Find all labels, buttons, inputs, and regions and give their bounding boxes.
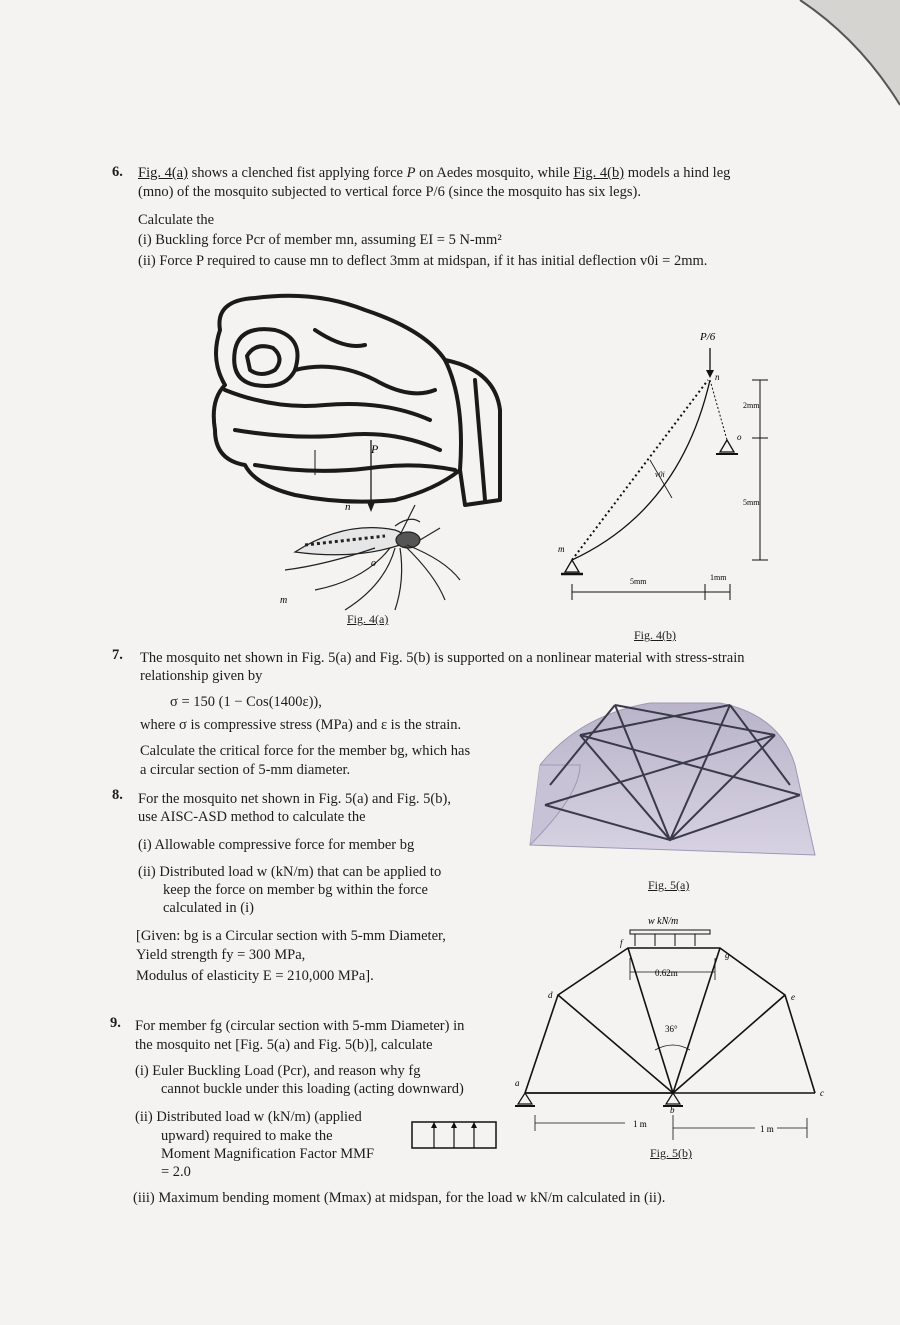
sub-item-i: (i) Buckling force Pcr of member mn, assuming EI = 5 N-mm²	[138, 232, 502, 248]
fig-5b-truss-diagram	[515, 910, 830, 1150]
question-text-line: where σ is compressive stress (MPa) and ε is the strain.	[140, 717, 462, 733]
fig-reference-link: Fig. 4(a)	[138, 165, 188, 181]
text-span: models a hind leg	[624, 165, 731, 181]
fig4a-label-p: P	[371, 442, 379, 456]
upward-load-sketch	[410, 1118, 500, 1152]
sub-item-ii-cont: keep the force on member bg within the force	[163, 882, 428, 898]
sub-item-iii: (iii) Maximum bending moment (Mmax) at midspan, for the load w kN/m calculated in (ii).	[133, 1190, 666, 1206]
sub-item-ii: (ii) Distributed load w (kN/m) that can be applied to	[138, 864, 442, 880]
question-text-line: a circular section of 5-mm diameter.	[140, 762, 351, 778]
fig4a-label-o: o	[371, 558, 376, 569]
node-a-label: a	[515, 1078, 520, 1088]
fig4b-load-label: P/6	[700, 331, 716, 343]
sub-item-i: (i) Euler Buckling Load (Pcr), and reason why fg	[135, 1063, 421, 1079]
node-b-label: b	[670, 1105, 675, 1115]
node-d-label: d	[548, 990, 553, 1000]
question-number: 8.	[112, 787, 123, 803]
dim-1m-left-label: 1 m	[633, 1119, 647, 1129]
question-text-line: Calculate the critical force for the member bg, which has	[140, 743, 471, 759]
stress-strain-equation: σ = 150 (1 − Cos(1400ε)),	[170, 694, 322, 710]
sub-item-ii-cont: Moment Magnification Factor MMF	[161, 1146, 375, 1162]
fig-4b-caption: Fig. 4(b)	[634, 628, 676, 642]
calculate-label: Calculate the	[138, 212, 215, 228]
text-span: shows a clenched fist applying force	[187, 165, 407, 181]
node-m-label: m	[558, 544, 565, 554]
dim-2mm-vertical: 2mm	[743, 401, 760, 410]
initial-deflection-label: v0i	[655, 470, 665, 479]
question-text-line: use AISC-ASD method to calculate the	[138, 809, 366, 825]
fig4a-label-n: n	[345, 501, 351, 513]
sub-item-ii: (ii) Force P required to cause mn to deflect 3mm at midspan, if it has initial deflection v0i = 2mm.	[138, 253, 708, 269]
dim-062m-label: 0.62m	[655, 968, 678, 978]
sub-item-ii-cont: calculated in (i)	[163, 900, 254, 916]
fig-5a-mosquito-net-photo	[520, 695, 820, 870]
question-text-line: The mosquito net shown in Fig. 5(a) and Fig. 5(b) is supported on a nonlinear material with stress-strain	[140, 650, 745, 666]
question-text-line: the mosquito net [Fig. 5(a) and Fig. 5(b)], calculate	[135, 1037, 433, 1053]
question-number: 7.	[112, 647, 123, 663]
question-text-line: (mno) of the mosquito subjected to vertical force P/6 (since the mosquito has six legs).	[138, 184, 641, 200]
angle-label: 36°	[665, 1024, 678, 1034]
dim-5mm-horizontal: 5mm	[630, 577, 647, 586]
node-n-label: n	[715, 372, 720, 382]
sub-item-ii-cont: upward) required to make the	[161, 1128, 333, 1144]
fig-4b-leg-model	[550, 320, 790, 610]
node-g-label: g	[725, 950, 730, 960]
variable-p: P	[406, 165, 416, 181]
sub-item-i-cont: cannot buckle under this loading (acting downward)	[161, 1081, 464, 1097]
node-o-label: o	[737, 432, 742, 442]
question-text-line	[138, 164, 730, 182]
fig-5b-caption: Fig. 5(b)	[650, 1146, 692, 1160]
question-number: 9.	[110, 1015, 121, 1031]
distributed-load-label: w kN/m	[648, 916, 679, 927]
given-line: Modulus of elasticity E = 210,000 MPa].	[136, 968, 374, 984]
question-text-line: For member fg (circular section with 5-mm Diameter) in	[135, 1018, 465, 1034]
fig-5a-caption: Fig. 5(a)	[648, 878, 690, 892]
node-e-label: e	[791, 992, 795, 1002]
sub-item-i: (i) Allowable compressive force for member bg	[138, 837, 415, 853]
fig-4a-fist-illustration	[195, 290, 525, 620]
node-c-label: c	[820, 1088, 824, 1098]
question-text-line: relationship given by	[140, 668, 263, 684]
dim-5mm-vertical: 5mm	[743, 498, 760, 507]
sub-item-ii-cont: = 2.0	[161, 1164, 191, 1180]
text-span: on Aedes mosquito, while	[415, 165, 574, 181]
fig4a-label-m: m	[280, 595, 288, 606]
node-f-label: f	[620, 938, 623, 948]
dim-1m-right-label: 1 m	[760, 1124, 774, 1134]
page-curl-shadow	[780, 0, 900, 120]
fig-4a-caption: Fig. 4(a)	[347, 612, 389, 626]
given-line: Yield strength fy = 300 MPa,	[136, 947, 306, 963]
fig-reference-link: Fig. 4(b)	[573, 165, 625, 181]
sub-item-ii: (ii) Distributed load w (kN/m) (applied	[135, 1109, 362, 1125]
dim-1mm-horizontal: 1mm	[710, 573, 727, 582]
given-line: [Given: bg is a Circular section with 5-mm Diameter,	[136, 928, 446, 944]
question-text-line: For the mosquito net shown in Fig. 5(a) and Fig. 5(b),	[138, 791, 451, 807]
question-number: 6.	[112, 164, 123, 180]
